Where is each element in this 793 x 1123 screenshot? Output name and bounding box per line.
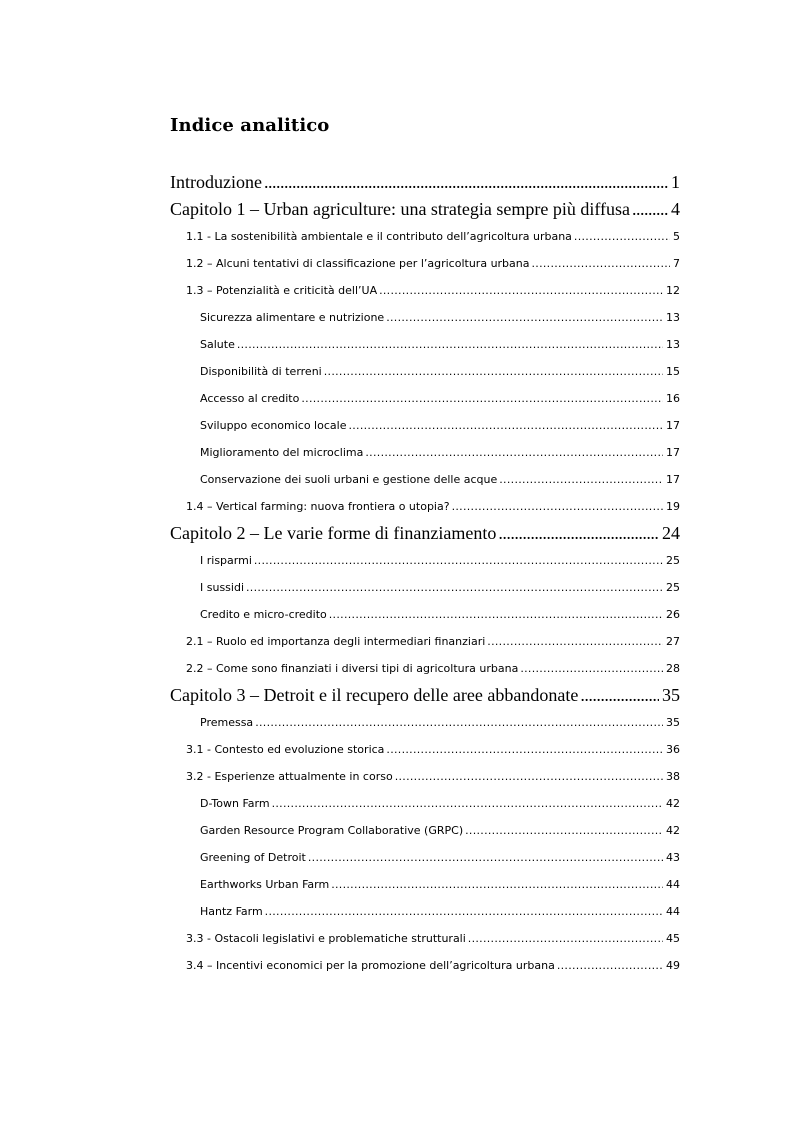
toc-entry[interactable] <box>170 466 680 493</box>
toc-entry[interactable] <box>170 952 680 979</box>
toc-entry-label: Conservazione dei suoli urbani e gestione delle acque <box>200 466 499 493</box>
dot-leader <box>468 925 663 952</box>
toc-entry-page-number: 13 <box>664 304 680 331</box>
toc-entry-page-number: 15 <box>664 358 680 385</box>
toc-entry-label: Salute <box>200 331 237 358</box>
toc-entry[interactable] <box>170 196 680 223</box>
dot-leader <box>237 331 663 358</box>
dot-leader <box>301 385 663 412</box>
dot-leader <box>574 223 670 250</box>
toc-entry-label: 1.3 – Potenzialità e criticità dell’UA <box>186 277 379 304</box>
dot-leader <box>348 412 663 439</box>
toc-entry[interactable] <box>170 601 680 628</box>
toc-entry-label: Earthworks Urban Farm <box>200 871 331 898</box>
dot-leader <box>632 196 668 223</box>
toc-entry[interactable] <box>170 655 680 682</box>
toc-entry-page-number: 5 <box>671 223 680 250</box>
dot-leader <box>308 844 663 871</box>
toc-entry[interactable] <box>170 493 680 520</box>
toc-entry[interactable] <box>170 871 680 898</box>
toc-entry[interactable] <box>170 790 680 817</box>
toc-entry[interactable] <box>170 385 680 412</box>
toc-entry-page-number: 36 <box>664 736 680 763</box>
toc-entry[interactable] <box>170 520 680 547</box>
dot-leader <box>265 898 663 925</box>
toc-entry-page-number: 42 <box>664 790 680 817</box>
toc-entry-label: Sviluppo economico locale <box>200 412 348 439</box>
toc-entry-label: Disponibilità di terreni <box>200 358 324 385</box>
toc-entry-label: I risparmi <box>200 547 254 574</box>
toc-entry[interactable] <box>170 331 680 358</box>
toc-entry[interactable] <box>170 628 680 655</box>
toc-entry-page-number: 17 <box>664 439 680 466</box>
dot-leader <box>487 628 663 655</box>
toc-entry[interactable] <box>170 358 680 385</box>
toc-entry[interactable] <box>170 709 680 736</box>
toc-entry-label: Sicurezza alimentare e nutrizione <box>200 304 386 331</box>
toc-entry-page-number: 17 <box>664 412 680 439</box>
toc-entry[interactable] <box>170 547 680 574</box>
toc-entry[interactable] <box>170 250 680 277</box>
toc-entry-page-number: 25 <box>664 547 680 574</box>
dot-leader <box>246 574 663 601</box>
toc-entry-label: Introduzione <box>170 169 264 196</box>
toc-entry-page-number: 38 <box>664 763 680 790</box>
toc-entry-label: Greening of Detroit <box>200 844 308 871</box>
toc-entry-label: D-Town Farm <box>200 790 272 817</box>
toc-entry[interactable] <box>170 277 680 304</box>
toc-entry-page-number: 26 <box>664 601 680 628</box>
dot-leader <box>395 763 663 790</box>
toc-entry[interactable] <box>170 898 680 925</box>
toc-entry-label: Garden Resource Program Collaborative (GRPC) <box>200 817 465 844</box>
toc-entry[interactable] <box>170 304 680 331</box>
dot-leader <box>532 250 671 277</box>
dot-leader <box>465 817 663 844</box>
dot-leader <box>365 439 663 466</box>
toc-entry-page-number: 42 <box>664 817 680 844</box>
toc-entry-label: 1.1 - La sostenibilità ambientale e il contributo dell’agricoltura urbana <box>186 223 574 250</box>
dot-leader <box>386 304 663 331</box>
toc-entry-label: Capitolo 2 – Le varie forme di finanziamento <box>170 520 498 547</box>
toc-entry-label: 3.3 - Ostacoli legislativi e problematiche strutturali <box>186 925 468 952</box>
dot-leader <box>264 169 668 196</box>
toc-entry-label: Capitolo 3 – Detroit e il recupero delle aree abbandonate <box>170 682 580 709</box>
toc-entry-label: 1.4 – Vertical farming: nuova frontiera o utopia? <box>186 493 452 520</box>
toc-entry-page-number: 17 <box>664 466 680 493</box>
toc-entry-label: 3.2 - Esperienze attualmente in corso <box>186 763 395 790</box>
dot-leader <box>452 493 663 520</box>
dot-leader <box>498 520 659 547</box>
toc-entry-page-number: 43 <box>664 844 680 871</box>
toc-entry-page-number: 35 <box>664 709 680 736</box>
toc-entry[interactable] <box>170 763 680 790</box>
toc-entry-label: 3.4 – Incentivi economici per la promozione dell’agricoltura urbana <box>186 952 557 979</box>
toc-entry-page-number: 44 <box>664 871 680 898</box>
toc-entry[interactable] <box>170 169 680 196</box>
dot-leader <box>255 709 663 736</box>
toc-entry-page-number: 12 <box>664 277 680 304</box>
toc-entry[interactable] <box>170 736 680 763</box>
toc-entry-page-number: 24 <box>660 520 680 547</box>
toc-entry-label: 3.1 - Contesto ed evoluzione storica <box>186 736 386 763</box>
toc-entry-page-number: 1 <box>669 169 680 196</box>
toc-entry[interactable] <box>170 682 680 709</box>
dot-leader <box>329 601 663 628</box>
toc-entry-page-number: 49 <box>664 952 680 979</box>
toc-entry[interactable] <box>170 844 680 871</box>
toc-entry-label: 2.1 – Ruolo ed importanza degli intermediari finanziari <box>186 628 487 655</box>
dot-leader <box>580 682 659 709</box>
toc-entry-page-number: 4 <box>669 196 680 223</box>
toc-entry-page-number: 25 <box>664 574 680 601</box>
dot-leader <box>557 952 663 979</box>
toc-entry-label: Capitolo 1 – Urban agriculture: una strategia sempre più diffusa <box>170 196 632 223</box>
toc-entry-page-number: 35 <box>660 682 680 709</box>
toc-entry-page-number: 7 <box>671 250 680 277</box>
toc-entry[interactable] <box>170 223 680 250</box>
toc-entry-label: Accesso al credito <box>200 385 301 412</box>
toc-entry[interactable] <box>170 574 680 601</box>
toc-entry-page-number: 13 <box>664 331 680 358</box>
toc-entry-label: Hantz Farm <box>200 898 265 925</box>
toc-entry[interactable] <box>170 925 680 952</box>
dot-leader <box>272 790 663 817</box>
toc-entry-page-number: 44 <box>664 898 680 925</box>
toc-entry-label: Premessa <box>200 709 255 736</box>
dot-leader <box>254 547 663 574</box>
dot-leader <box>499 466 663 493</box>
toc-entry-page-number: 27 <box>664 628 680 655</box>
page-title: Indice analitico <box>170 115 330 136</box>
toc-entry-label: 1.2 – Alcuni tentativi di classificazione per l’agricoltura urbana <box>186 250 532 277</box>
toc-entry[interactable] <box>170 412 680 439</box>
toc-entry-page-number: 16 <box>664 385 680 412</box>
toc-entry-page-number: 19 <box>664 493 680 520</box>
dot-leader <box>324 358 663 385</box>
dot-leader <box>520 655 663 682</box>
toc-entry-label: Credito e micro-credito <box>200 601 329 628</box>
toc-entry-page-number: 45 <box>664 925 680 952</box>
toc-entry[interactable] <box>170 817 680 844</box>
table-of-contents <box>170 169 680 979</box>
dot-leader <box>386 736 663 763</box>
dot-leader <box>379 277 663 304</box>
toc-entry-page-number: 28 <box>664 655 680 682</box>
dot-leader <box>331 871 663 898</box>
toc-entry-label: Miglioramento del microclima <box>200 439 365 466</box>
toc-entry-label: I sussidi <box>200 574 246 601</box>
toc-entry[interactable] <box>170 439 680 466</box>
toc-entry-label: 2.2 – Come sono finanziati i diversi tipi di agricoltura urbana <box>186 655 520 682</box>
